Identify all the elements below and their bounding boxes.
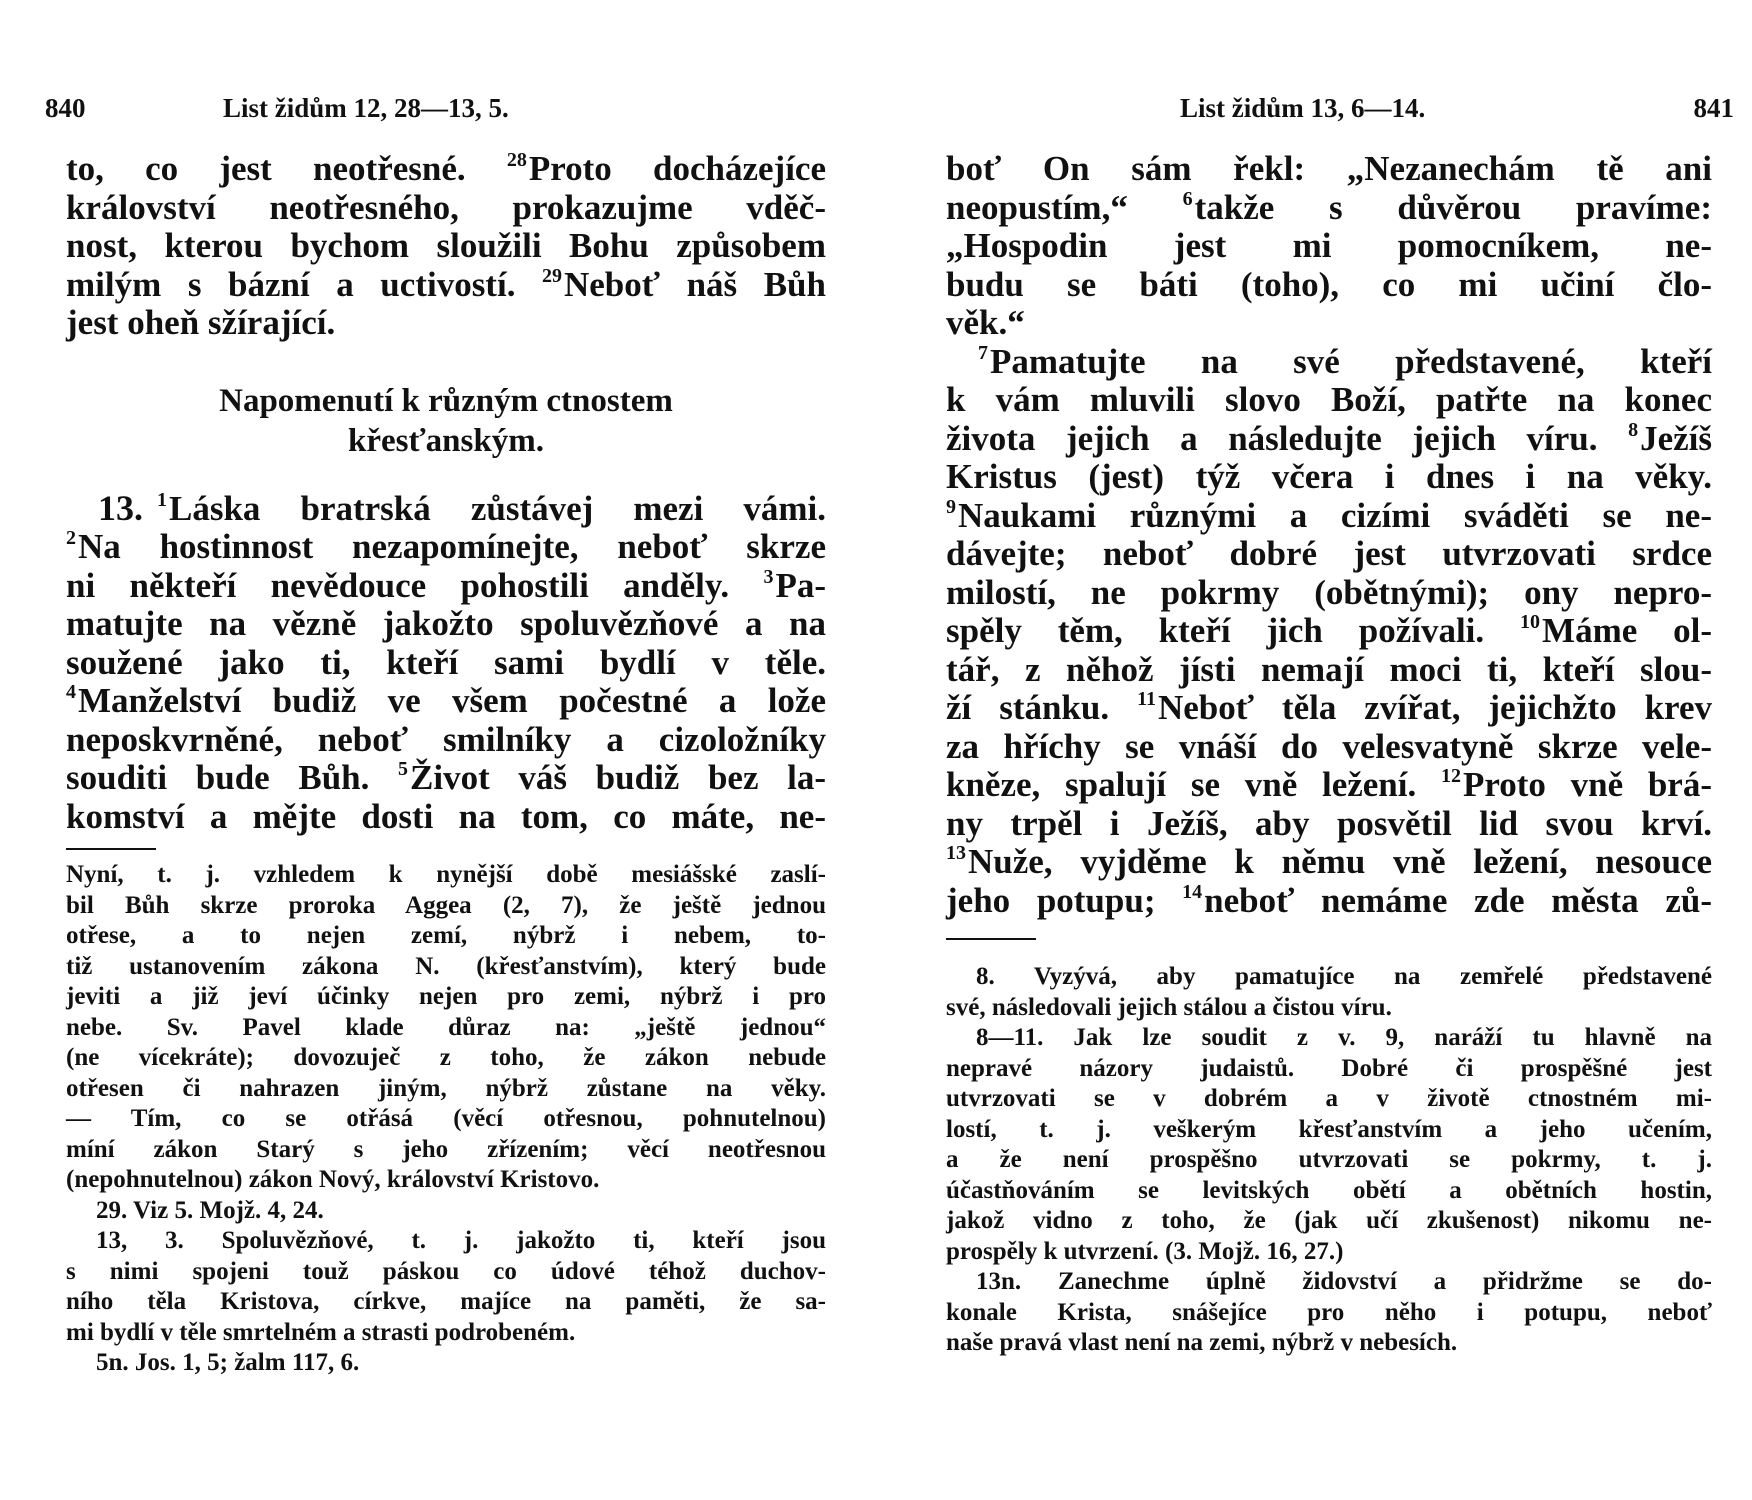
line-text: milostí, ne pokrmy (obětnými); ony nepro- <box>946 572 1712 612</box>
line-text: milým s bázní a uctivostí. <box>66 264 542 304</box>
line-text: Neboť těla zvířat, jejichžto krev <box>1157 688 1712 727</box>
line-text: budu se báti (toho), co mi učiní člo- <box>946 264 1712 304</box>
right-page-header <box>946 88 1734 128</box>
text-line <box>946 574 1712 613</box>
footnote-line: 5n. Jos. 1, 5; žalm 117, 6. <box>96 1349 360 1376</box>
text-line <box>946 343 1712 382</box>
footnotes <box>66 860 826 1379</box>
text-line <box>66 798 826 837</box>
footnote-line: — Tím, co se otřásá (věcí otřesnou, pohnutelnou) <box>66 1105 826 1132</box>
text-line <box>66 605 826 644</box>
line-text: takže s důvěrou pravíme: <box>1194 187 1712 227</box>
line-text: království neotřesného, prokazujme vděč- <box>66 187 826 227</box>
text-line <box>946 728 1712 767</box>
footnote-line: (nepohnutelnou) zákon Nový, království Kristovo. <box>66 1166 600 1193</box>
text-line <box>66 567 826 606</box>
verse-number: 29 <box>542 264 562 287</box>
line-text: jest oheň sžírající. <box>66 303 336 342</box>
body-text <box>946 150 1712 920</box>
text-line <box>66 189 826 228</box>
footnote-line: jakož vidno z toho, že (jak učí zkušenost) nikomu ne- <box>946 1207 1712 1234</box>
text-line <box>946 304 1712 343</box>
text-line <box>946 266 1712 305</box>
line-text: Kristus (jest) týž včera i dnes i na věky. <box>946 457 1712 496</box>
footnote-line: jeviti a již jeví účinky nejen pro zemi, nýbrž i pro <box>66 983 826 1010</box>
verse-number: 13 <box>946 842 966 864</box>
verse-number: 5 <box>398 758 409 780</box>
text-line <box>66 644 826 683</box>
text-line <box>946 189 1712 228</box>
footnote-line: 13n. Zanechme úplně židovství a přidržme se do- <box>976 1268 1712 1295</box>
line-text: nost, kterou bychom sloužili Bohu způsobem <box>66 226 826 265</box>
text-line <box>946 150 1712 189</box>
text-line <box>946 227 1712 266</box>
footnote-rule <box>66 848 156 850</box>
right-text-column <box>946 150 1712 1359</box>
line-text: kněze, spalují se vně ležení. <box>946 765 1441 804</box>
page-number: 841 <box>1693 93 1734 123</box>
footnote-line: 8. Vyzývá, aby pamatujíce na zemřelé představené <box>976 963 1712 990</box>
section-heading <box>66 381 826 461</box>
verse-number: 2 <box>66 527 76 549</box>
verse-number: 4 <box>66 681 76 703</box>
line-text: Proto docházejíce <box>528 149 826 188</box>
text-line <box>946 882 1712 921</box>
verse-number: 28 <box>506 149 527 171</box>
line-text: neboť nemáme zde města zů- <box>1204 880 1713 920</box>
line-text: tář, z něhož jísti nemají moci ti, kteří slou- <box>946 649 1712 689</box>
text-line <box>946 381 1712 420</box>
footnote-line: bil Bůh skrze proroka Aggea (2, 7), že ještě jednou <box>66 891 826 919</box>
page-number: 840 <box>45 93 86 123</box>
line-text: komství a mějte dosti na tom, co máte, ne- <box>66 796 826 836</box>
line-text: Láska bratrská zůstávej mezi vámi. <box>169 488 826 528</box>
text-line <box>946 497 1712 536</box>
line-text: Proto vně brá- <box>1462 765 1712 804</box>
text-line <box>946 458 1712 497</box>
line-text: boť On sám řekl: „Nezanechám tě ani <box>946 149 1712 188</box>
footnote-line: účastňováním se levitských obětí a obětních hostin, <box>946 1176 1712 1204</box>
text-line <box>66 266 826 305</box>
text-line <box>66 150 826 189</box>
footnote-line: utvrzovati se v dobrém a v životě ctnostném mi- <box>946 1085 1712 1112</box>
footnote-line: míní zákon Starý s jeho zřízením; věcí neotřesnou <box>66 1135 826 1163</box>
footnote-line: prospěly k utvrzení. (3. Mojž. 16, 27.) <box>946 1237 1344 1265</box>
text-line <box>66 227 826 266</box>
line-text: souditi bude Bůh. <box>66 758 399 797</box>
line-text: života jejich a následujte jejich víru. <box>946 418 1629 458</box>
text-line <box>946 805 1712 844</box>
heading-line: Napomenutí k různým ctnostem <box>219 382 673 419</box>
line-text: Na hostinnost nezapomínejte, neboť skrze <box>78 527 826 566</box>
text-line <box>946 420 1712 459</box>
verse-number: 10 <box>1520 611 1541 633</box>
text-line <box>946 612 1712 651</box>
body-text <box>66 150 826 343</box>
line-text: Neboť náš Bůh <box>564 264 826 304</box>
footnote-line: nebe. Sv. Pavel klade důraz na: „ještě jednou“ <box>66 1013 826 1041</box>
footnote-line: 29. Viz 5. Mojž. 4, 24. <box>96 1196 324 1224</box>
chapter-number: 13. <box>98 487 143 528</box>
footnotes <box>946 962 1712 1359</box>
verse-number: 3 <box>763 565 774 588</box>
text-line <box>66 489 826 529</box>
line-text: Nuže, vyjděme k němu vně ležení, nesouce <box>968 842 1712 881</box>
line-text: Život váš budiž bez la- <box>410 758 826 797</box>
text-line <box>946 535 1712 574</box>
line-text: ží stánku. <box>946 688 1138 727</box>
footnote-line: otřesen či nahrazen jiným, nýbrž zůstane na věky. <box>66 1074 826 1102</box>
text-line <box>66 304 826 343</box>
line-text: Ježíš <box>1640 418 1712 458</box>
verse-number: 12 <box>1440 765 1461 787</box>
line-text: jeho potupu; <box>946 880 1183 920</box>
footnote-line: konale Krista, snášejíce pro něho i potupu, neboť <box>946 1298 1712 1326</box>
footnote-line: (ne vícekráte); dovozuječ z toho, že zákon nebude <box>66 1044 826 1071</box>
footnote-line: lostí, t. j. veškerým křesťanstvím a jeho učením, <box>946 1115 1712 1143</box>
line-text: spěly těm, kteří jich požívali. <box>946 611 1521 650</box>
line-text: soužené jako ti, kteří sami bydlí v těle. <box>66 642 826 682</box>
footnote-line: mi bydlí v těle smrtelném a strasti podrobeném. <box>66 1318 576 1346</box>
line-text: ny trpěl i Ježíš, aby posvětil lid svou krví. <box>946 803 1712 843</box>
line-text: matujte na vězně jakožto spoluvězňové a na <box>66 604 826 643</box>
footnote-line: s nimi spojeni touž páskou co údové téhož duchov- <box>66 1257 826 1285</box>
line-text: „Hospodin jest mi pomocníkem, ne- <box>946 226 1712 265</box>
footnote-line: tiž ustanovením zákona N. (křesťanstvím), který bude <box>66 952 826 980</box>
text-line <box>66 721 826 760</box>
text-line <box>946 766 1712 805</box>
verse-number: 9 <box>946 495 956 518</box>
line-text: neposkvrněné, neboť smilníky a cizoložníky <box>66 719 826 759</box>
line-text: Naukami různými a cizími sváděti se ne- <box>958 495 1712 535</box>
left-text-column <box>66 150 826 1379</box>
text-line <box>66 759 826 798</box>
heading-line: křesťanským. <box>348 422 544 459</box>
footnote-line: 8—11. Jak lze soudit z v. 9, naráží tu hlavně na <box>976 1024 1712 1051</box>
verse-number: 14 <box>1182 880 1203 903</box>
line-text: to, co jest neotřesné. <box>66 149 507 188</box>
line-text: neopustím,“ <box>946 187 1183 227</box>
verse-number: 11 <box>1137 688 1156 710</box>
text-line <box>946 843 1712 882</box>
right-page <box>876 0 1752 1500</box>
line-text: dávejte; neboť dobré jest utvrzovati srdce <box>946 534 1712 573</box>
line-text: za hříchy se vnáší do velesvatyně skrze vele- <box>946 726 1712 766</box>
running-head: List židům 12, 28—13, 5. <box>223 93 509 123</box>
verse-number: 7 <box>978 341 988 364</box>
footnote-line: a že není prospěšno utvrzovati se pokrmy, t. j. <box>946 1146 1712 1173</box>
line-text: ni někteří nevědouce pohostili anděly. <box>66 565 764 605</box>
footnote-line: nepravé názory judaistů. Dobré či prospěšné jest <box>946 1054 1712 1082</box>
line-text: Pa- <box>775 565 826 605</box>
footnote-rule <box>946 938 1036 940</box>
footnote-line: své, následovali jejich stálou a čistou víru. <box>946 993 1392 1021</box>
line-text: věk.“ <box>946 303 1025 342</box>
text-line <box>66 682 826 721</box>
verse-number: 8 <box>1628 418 1639 441</box>
text-line <box>946 651 1712 690</box>
footnote-line: otřese, a to nejen zemí, nýbrž i nebem, to- <box>66 922 826 949</box>
footnote-line: 13, 3. Spoluvězňové, t. j. jakožto ti, kteří jsou <box>96 1227 826 1254</box>
footnote-line: naše pravá vlast není na zemi, nýbrž v nebesích. <box>946 1329 1458 1356</box>
verse-number: 1 <box>157 488 167 511</box>
line-text: Máme ol- <box>1542 611 1713 650</box>
body-text <box>66 489 826 837</box>
left-page-header <box>45 88 835 128</box>
footnote-line: Nyní, t. j. vzhledem k nynější době mesiášské zaslí- <box>66 861 826 888</box>
verse-number: 6 <box>1182 187 1193 210</box>
line-text: k vám mluvili slovo Boží, patřte na konec <box>946 380 1712 419</box>
text-line <box>946 689 1712 728</box>
text-line <box>66 528 826 567</box>
line-text: Manželství budiž ve všem počestné a lože <box>78 681 826 720</box>
footnote-line: ního těla Kristova, církve, majíce na paměti, že sa- <box>66 1288 826 1315</box>
running-head: List židům 13, 6—14. <box>1180 93 1426 123</box>
line-text: Pamatujte na své představené, kteří <box>990 341 1712 381</box>
